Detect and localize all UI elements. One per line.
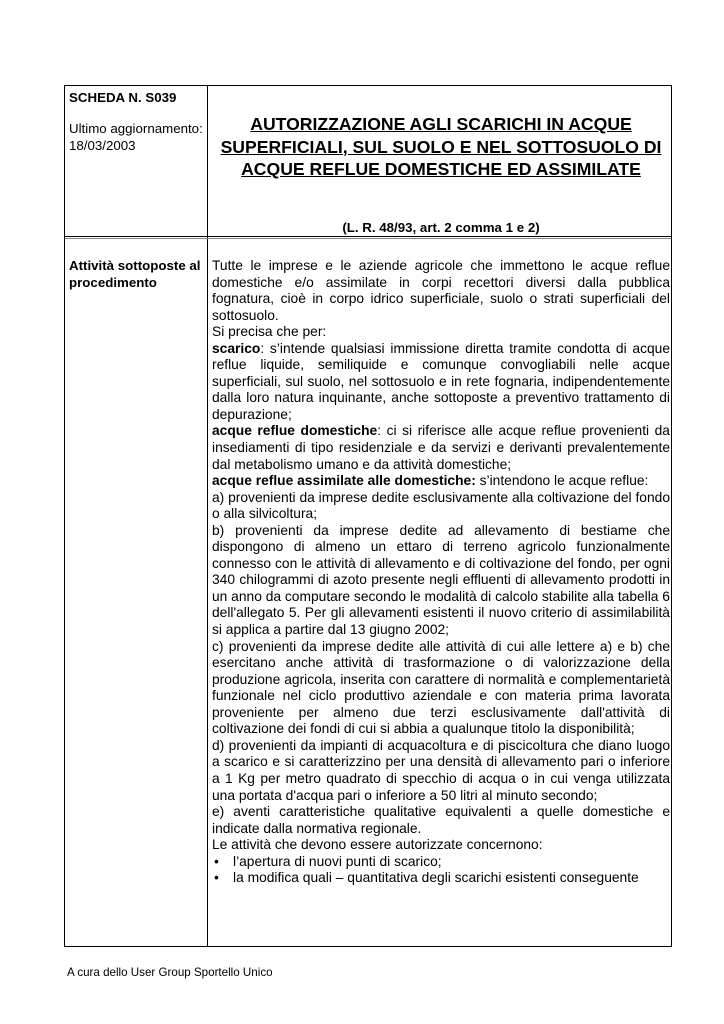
definition-scarico-text: : s’intende qualsiasi immissione diretta tramite condotta di acque reflue liquide, semiliquide e comunque convogliabili nelle acque superficiali, sul suolo, nel sottosuolo e in rete fognaria, indipendentemente dalla loro natura inquinante, anche sottoposte a preventivo trattamento di depurazione; [212, 340, 670, 422]
section-label: Attività sottoposte al procedimento [69, 258, 201, 290]
bullet-icon: • [214, 853, 219, 869]
column-divider [207, 86, 208, 946]
update-date: 18/03/2003 [69, 137, 136, 153]
law-reference: (L. R. 48/93, art. 2 comma 1 e 2) [342, 220, 540, 235]
list-item-e: e) aventi caratteristiche qualitative equivalenti a quelle domestiche e indicate dalla normativa regionale. [212, 804, 670, 836]
section-body [212, 258, 670, 887]
scheda-id: SCHEDA N. S039 [69, 90, 177, 105]
update-info [69, 121, 203, 154]
document-title: AUTORIZZAZIONE AGLI SCARICHI IN ACQUE SUPERFICIALI, SUL SUOLO E NEL SOTTOSUOLO DI ACQUE REFLUE DOMESTICHE ED ASSIMILATE [220, 114, 662, 179]
list-item-d: d) provenienti da impianti di acquacoltura e di piscicoltura che diano luogo a scarico e si caratterizzino per una densità di allevamento pari o inferiore a 1 Kg per metro quadrato di specchio di acqua o in cui venga utilizzata una portata d'acqua pari o inferiore a 50 litri al minuto secondo; [212, 737, 670, 803]
term-domestiche: acque reflue domestiche [212, 423, 378, 439]
page-footer: A cura dello User Group Sportello Unico [67, 966, 273, 979]
definition-scarico [212, 341, 670, 424]
term-scarico: scarico [212, 340, 261, 356]
list-item-b: b) provenienti da imprese dedite ad allevamento di bestiame che dispongono di almeno un ettaro di terreno agricolo funzionalmente connesso con le attività di allevamento e di coltivazione del fondo, per ogni 340 chilogrammi di azoto presente negli effluenti di allevamento prodotti in un anno da computare secondo le modalità di calcolo stabilite alla tabella 6 dell'allegato 5. Per gli allevamenti esistenti il nuovo criterio di assimilabilità si applica a partire dal 13 giugno 2002; [212, 522, 670, 638]
definition-domestiche [212, 423, 670, 473]
definition-assimilate-text: s’intendono le acque reflue: [475, 473, 649, 489]
document-table [64, 85, 672, 947]
bullet-item [212, 870, 670, 887]
list-item-c: c) provenienti da imprese dedite alle attività di cui alle lettere a) e b) che esercitano anche attività di trasformazione o di valorizzazione della produzione agricola, inserita con carattere di normalità e complementarietà funzionale nel ciclo produttivo aziendale e con materia prima lavorata proveniente per almeno due terzi esclusivamente dall'attività di coltivazione dei fondi di cui si abbia a qualunque titolo la disponibilità; [212, 638, 670, 737]
activities-intro: Le attività che devono essere autorizzate concernono: [212, 837, 543, 853]
bullet-item [212, 854, 670, 871]
bullet-text: la modifica quali – quantitativa degli scarichi esistenti conseguente [233, 870, 639, 886]
list-item-a: a) provenienti da imprese dedite esclusivamente alla coltivazione del fondo o alla silvicoltura; [212, 489, 670, 522]
specify-line: Si precisa che per: [212, 324, 327, 340]
row-divider [65, 236, 671, 239]
intro-paragraph: Tutte le imprese e le aziende agricole che immettono le acque reflue domestiche e/o assimilate in corpi recettori diversi dalla pubblica fognatura, cioè in corpo idrico superficiale, suolo o strati superficiali del sottosuolo. [212, 258, 670, 323]
update-label: Ultimo aggiornamento: [69, 121, 203, 136]
term-assimilate: acque reflue assimilate alle domestiche: [212, 473, 476, 489]
definition-assimilate [212, 473, 670, 490]
bullet-text: l’apertura di nuovi punti di scarico; [233, 853, 442, 869]
definition-domestiche-text: : ci si riferisce alle acque reflue provenienti da insediamenti di tipo residenziale e da servizi e derivanti prevalentemente dal metabolismo umano e da attività domestiche; [212, 423, 670, 472]
bullet-icon: • [214, 870, 219, 886]
